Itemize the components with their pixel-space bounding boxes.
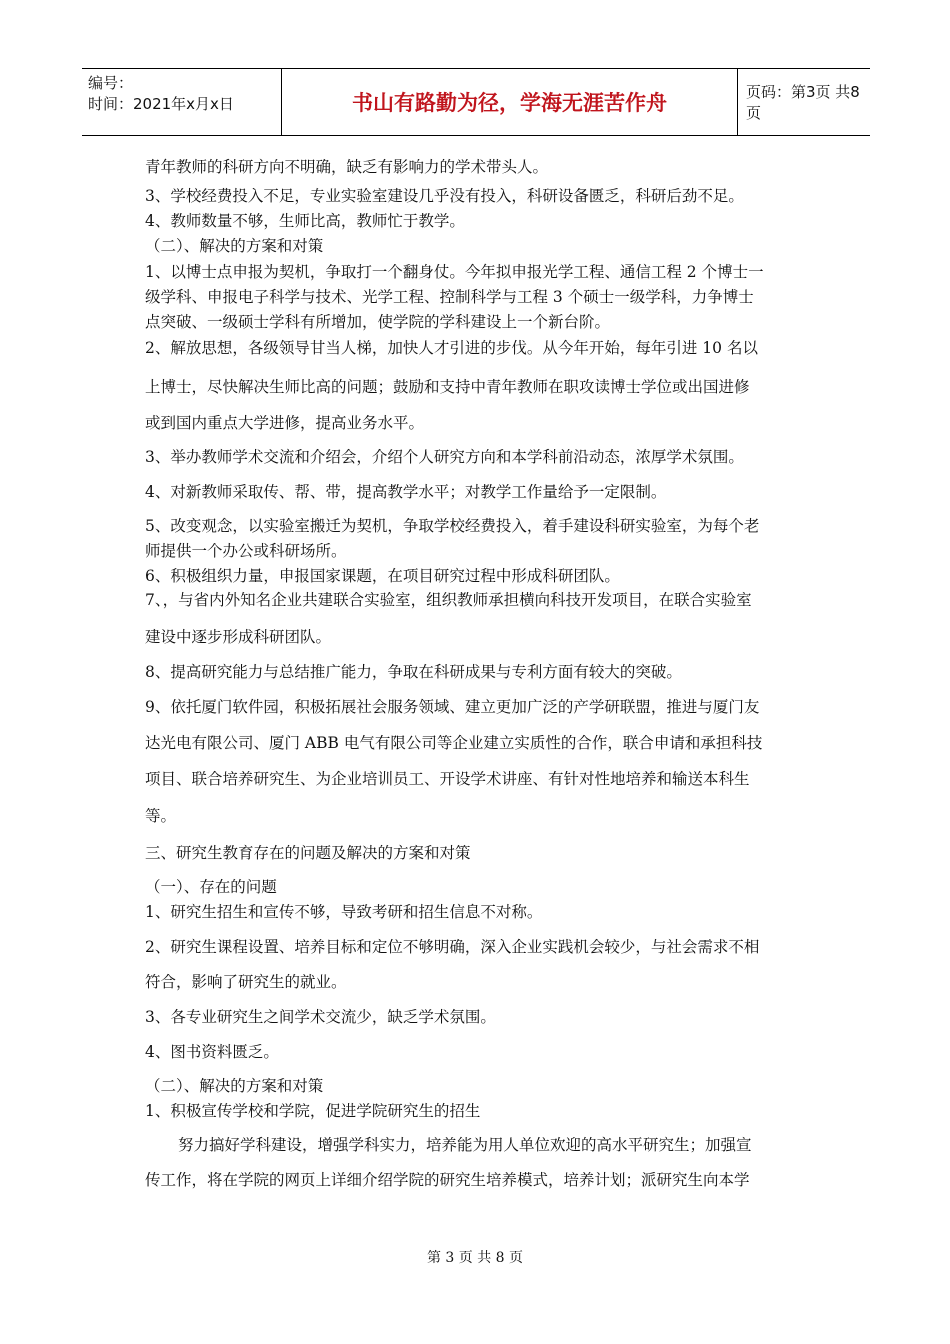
section-heading: 三、研究生教育存在的问题及解决的方案和对策 bbox=[145, 844, 471, 862]
body-line: 2、研究生课程设置、培养目标和定位不够明确，深入企业实践机会较少，与社会需求不相 bbox=[145, 938, 760, 956]
body-line: 上博士，尽快解决生师比高的问题；鼓励和支持中青年教师在职攻读博士学位或出国进修 bbox=[145, 378, 750, 396]
body-line: 建设中逐步形成科研团队。 bbox=[145, 628, 332, 646]
page-header bbox=[82, 68, 870, 136]
body-line: 1、以博士点申报为契机，争取打一个翻身仗。今年拟申报光学工程、通信工程 2 个博士一 bbox=[145, 263, 764, 281]
body-line: 3、学校经费投入不足，专业实验室建设几乎没有投入，科研设备匮乏，科研后劲不足。 bbox=[145, 187, 744, 205]
body-line: 3、举办教师学术交流和介绍会，介绍个人研究方向和本学科前沿动态，浓厚学术氛围。 bbox=[145, 448, 744, 466]
body-line: 9、依托厦门软件园，积极拓展社会服务领域、建立更加广泛的产学研联盟，推进与厦门友 bbox=[145, 698, 760, 716]
body-line: 3、各专业研究生之间学术交流少，缺乏学术氛围。 bbox=[145, 1008, 496, 1026]
header-meta bbox=[82, 69, 282, 135]
body-line: 师提供一个办公或科研场所。 bbox=[145, 542, 347, 560]
date-label: 时间：2021年x月x日 bbox=[88, 95, 234, 113]
body-line: 符合，影响了研究生的就业。 bbox=[145, 973, 347, 991]
section-heading: （一）、存在的问题 bbox=[145, 878, 277, 896]
body-line: 4、对新教师采取传、帮、带，提高教学水平；对教学工作量给予一定限制。 bbox=[145, 483, 667, 501]
header-page-label: 页码：第3页 共8页 bbox=[746, 83, 860, 122]
body-line: 项目、联合培养研究生、为企业培训员工、开设学术讲座、有针对性地培养和输送本科生 bbox=[145, 770, 750, 788]
body-line: 点突破、一级硕士学科有所增加，使学院的学科建设上一个新台阶。 bbox=[145, 313, 611, 331]
body-line: 8、提高研究能力与总结推广能力，争取在科研成果与专利方面有较大的突破。 bbox=[145, 663, 682, 681]
body-line: 1、积极宣传学校和学院，促进学院研究生的招生 bbox=[145, 1102, 481, 1120]
body-line: 4、图书资料匮乏。 bbox=[145, 1043, 279, 1061]
page-footer: 第 3 页 共 8 页 bbox=[426, 1250, 524, 1266]
number-label: 编号： bbox=[88, 74, 134, 92]
section-heading: （二）、解决的方案和对策 bbox=[145, 237, 324, 255]
body-line: 级学科、申报电子科学与技术、光学工程、控制科学与工程 3 个硕士一级学科，力争博士 bbox=[145, 288, 754, 306]
body-line: 6、积极组织力量，申报国家课题，在项目研究过程中形成科研团队。 bbox=[145, 567, 620, 585]
section-heading: （二）、解决的方案和对策 bbox=[145, 1077, 324, 1095]
body-line: 达光电有限公司、厦门 ABB 电气有限公司等企业建立实质性的合作，联合申请和承担科技 bbox=[145, 734, 763, 752]
body-line: 青年教师的科研方向不明确，缺乏有影响力的学术带头人。 bbox=[145, 158, 549, 176]
header-motto: 书山有路勤为径，学海无涯苦作舟 bbox=[282, 69, 738, 135]
body-line: 等。 bbox=[145, 807, 177, 825]
body-line: 4、教师数量不够，生师比高，教师忙于教学。 bbox=[145, 212, 465, 230]
body-line: 传工作，将在学院的网页上详细介绍学院的研究生培养模式，培养计划；派研究生向本学 bbox=[145, 1171, 750, 1189]
body-line: 7、，与省内外知名企业共建联合实验室，组织教师承担横向科技开发项目，在联合实验室 bbox=[145, 591, 752, 609]
body-line: 1、研究生招生和宣传不够，导致考研和招生信息不对称。 bbox=[145, 903, 543, 921]
body-line: 努力搞好学科建设，增强学科实力，培养能为用人单位欢迎的高水平研究生；加强宣 bbox=[178, 1136, 752, 1154]
body-line: 2、解放思想，各级领导甘当人梯，加快人才引进的步伐。从今年开始，每年引进 10 名以 bbox=[145, 339, 758, 357]
body-line: 或到国内重点大学进修，提高业务水平。 bbox=[145, 414, 425, 432]
body-line: 5、改变观念，以实验室搬迁为契机，争取学校经费投入，着手建设科研实验室，为每个老 bbox=[145, 517, 760, 535]
